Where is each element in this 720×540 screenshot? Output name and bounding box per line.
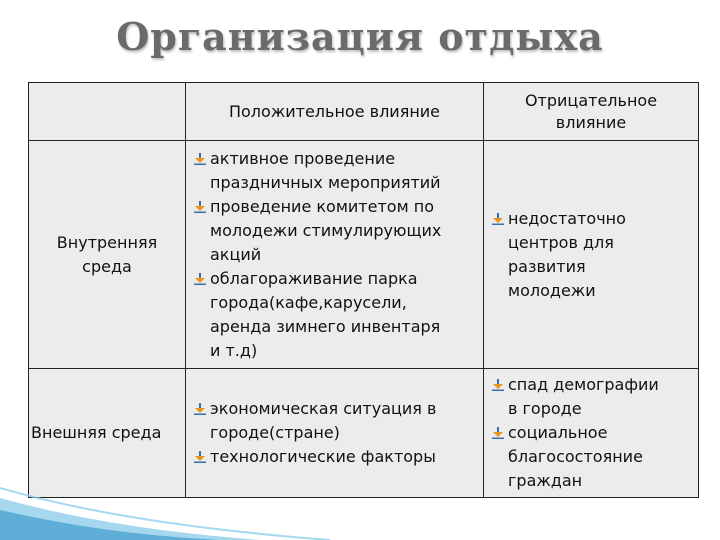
list-item [192, 445, 479, 469]
list-item-line: недостаточно [508, 208, 626, 228]
list-item [192, 267, 479, 363]
arrow-down-bullet-icon [492, 379, 504, 391]
header-negative [484, 83, 699, 141]
row-label-internal-line2: среда [82, 256, 132, 276]
list-item-line: акций [210, 244, 262, 264]
list-item-line: граждан [508, 471, 583, 490]
external-negative-cell [484, 369, 699, 498]
list-item [192, 195, 479, 267]
arrow-down-bullet-icon [492, 213, 504, 225]
list-item-line: социальное [508, 423, 608, 442]
arrow-down-bullet-icon [492, 427, 504, 439]
list-item-line: молодежи [508, 280, 596, 300]
arrow-down-bullet-icon [194, 273, 206, 285]
arrow-down-bullet-icon [194, 201, 206, 213]
table-header-row [29, 83, 699, 141]
page-title: Организация отдыха [116, 14, 604, 59]
decorative-swirl-graphic [0, 480, 720, 540]
table-row-external [29, 369, 699, 498]
external-positive-cell [186, 369, 484, 498]
list-item-line: спад демографии [508, 375, 659, 394]
header-positive [186, 83, 484, 141]
arrow-down-bullet-icon [194, 403, 206, 415]
list-item-line: активное проведение [210, 148, 396, 168]
list-item-line: аренда зимнего инвентаря [210, 316, 441, 336]
list-item-line: молодежи стимулирующих [210, 220, 442, 240]
list-item-line: города(кафе,карусели, [210, 292, 407, 312]
list-item-line: и т.д) [210, 340, 258, 360]
internal-positive-cell [186, 141, 484, 369]
internal-negative-list [490, 207, 694, 303]
header-negative-line1: Отрицательное [524, 90, 658, 110]
arrow-down-bullet-icon [194, 451, 206, 463]
external-positive-list [192, 397, 479, 469]
list-item-line: технологические факторы [210, 447, 436, 466]
list-item-line: облагораживание парка [210, 268, 418, 288]
list-item-line: экономическая ситуация в [210, 399, 437, 418]
external-negative-list [490, 373, 694, 493]
list-item [490, 373, 694, 421]
list-item-line: городе(стране) [210, 423, 340, 442]
row-label-internal-line1: Внутренняя [56, 232, 158, 252]
table-row-internal [29, 141, 699, 369]
row-label-internal [29, 141, 186, 369]
internal-negative-cell [484, 141, 699, 369]
header-positive-label: Положительное влияние [228, 101, 441, 121]
list-item-line: благосостояние [508, 447, 643, 466]
list-item [490, 207, 694, 303]
list-item-line: праздничных мероприятий [210, 172, 441, 192]
table-corner-cell [29, 83, 186, 141]
arrow-down-bullet-icon [194, 153, 206, 165]
list-item-line: в городе [508, 399, 582, 418]
list-item [192, 147, 479, 195]
row-label-external-text: Внешняя среда [31, 423, 162, 442]
row-label-external [29, 369, 186, 498]
list-item [192, 397, 479, 445]
list-item-line: центров для [508, 232, 614, 252]
list-item-line: развития [508, 256, 586, 276]
internal-positive-list [192, 147, 479, 363]
header-negative-line2: влияние [555, 112, 627, 132]
influence-table [28, 82, 699, 498]
list-item-line: проведение комитетом по [210, 196, 434, 216]
